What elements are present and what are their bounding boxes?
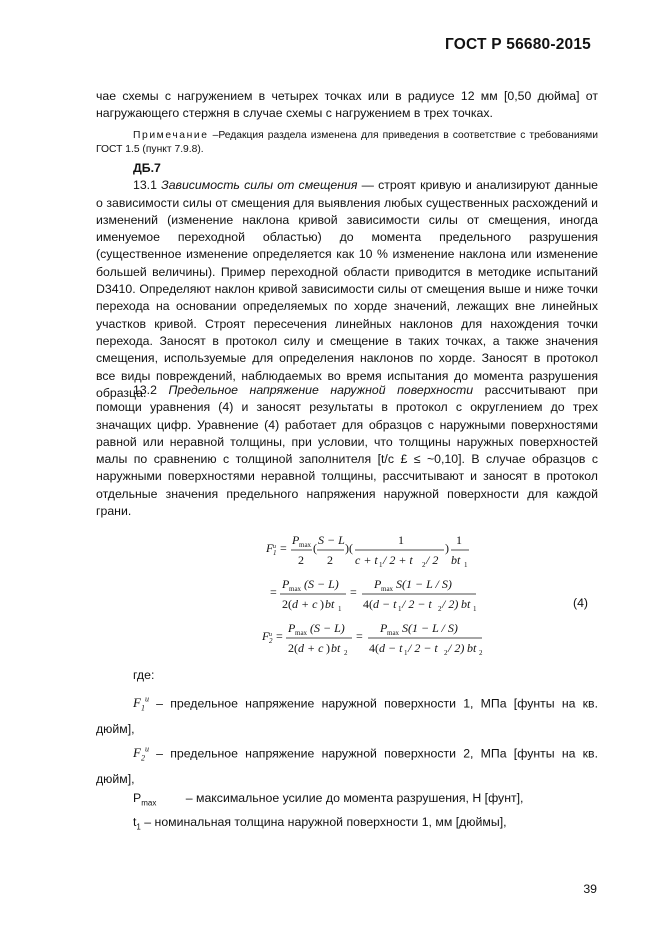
svg-text:1: 1 (456, 533, 462, 547)
svg-text:1: 1 (398, 605, 402, 613)
svg-text:max: max (387, 629, 400, 637)
svg-text:): ) (326, 641, 330, 655)
svg-text:/ 2): / 2) (448, 641, 465, 655)
svg-text:/ 2): / 2) (442, 597, 459, 611)
svg-text:(S − L): (S − L) (304, 577, 339, 591)
note-paragraph (96, 129, 598, 156)
symbol-f2: $F_2^u$ (133, 745, 149, 763)
svg-text:/ 2 − t: / 2 − t (402, 597, 432, 611)
svg-text:max: max (295, 629, 308, 637)
svg-text:P: P (292, 533, 300, 547)
note-block (96, 129, 598, 156)
svg-text:=: = (350, 585, 357, 599)
definition-text: – максимальное усилие до момента разрушения, Н [фунт], (182, 791, 524, 805)
svg-text:u: u (269, 632, 272, 638)
svg-text:): ) (445, 541, 449, 555)
section-db7 (96, 160, 598, 402)
clause-title: Зависимость силы от смещения (161, 178, 358, 193)
symbol-pmax: $P_{max}$ (133, 791, 157, 808)
svg-text:P: P (380, 621, 388, 635)
svg-text:d − t: d − t (379, 641, 403, 655)
clause-number: 13.1 (133, 178, 162, 193)
clause-13-2-block (96, 382, 598, 520)
svg-text:/ 2 − t: / 2 − t (408, 641, 438, 655)
svg-text:4(: 4( (369, 641, 379, 655)
definition-text: – номинальная толщина наружной поверхности 1, мм [дюймы], (140, 815, 507, 829)
svg-text:2: 2 (344, 649, 348, 657)
equation-number: (4) (573, 596, 589, 610)
svg-text:u: u (273, 544, 276, 550)
definition-f2 (96, 740, 598, 789)
clause-text: рассчитывают при помощи уравнения (4) и заносят результаты в протокол с округлением до трех значащих цифр. Уравнение (4) работает для образцов с наружными поверхностями равной или неравной толщины, при условии, что толщины наружных поверхностей малы по сравнению с толщиной заполнителя [t/c £ ≤ ~0,10]. В случае образцов с наружными поверхностями неравной толщины, рассчитывают и заносят в протокол отдельные значения предельного напряжения наружной поверхности для каждой грани. (96, 383, 598, 519)
svg-text:=: = (356, 629, 363, 643)
svg-text:1: 1 (404, 649, 408, 657)
svg-text:F: F (262, 629, 270, 643)
paragraph-continuation (96, 88, 598, 123)
svg-text:bt: bt (325, 597, 335, 611)
svg-text:=: = (280, 541, 287, 555)
svg-text:bt: bt (451, 553, 461, 567)
svg-text:P: P (282, 577, 290, 591)
svg-text:bt: bt (331, 641, 341, 655)
svg-text:max: max (381, 585, 394, 593)
symbol-t1: $t_1$ (133, 815, 141, 832)
svg-text:c + t: c + t (355, 553, 378, 567)
clause-number: 13.2 (133, 383, 169, 397)
definition-pmax (96, 788, 598, 813)
svg-text:1: 1 (398, 533, 404, 547)
where-label: где: (133, 668, 155, 682)
svg-text:1: 1 (464, 561, 468, 569)
svg-text:4(: 4( (363, 597, 373, 611)
svg-text:/ 2: / 2 (426, 553, 439, 567)
svg-text:max: max (289, 585, 302, 593)
svg-text:1: 1 (473, 605, 477, 613)
svg-text:2: 2 (438, 605, 442, 613)
svg-text:max: max (299, 541, 312, 549)
section-label: ДБ.7 (133, 161, 161, 175)
svg-text:S(1 − L / S): S(1 − L / S) (396, 577, 452, 591)
svg-text:/ 2 + t: / 2 + t (383, 553, 413, 567)
paragraph-text: чае схемы с нагружением в четырех точках или в радиусе 12 мм [0,50 дюйма] от нагружающего стержня в случае схемы с нагружением в трех точках. (96, 89, 598, 121)
svg-text:P: P (374, 577, 382, 591)
svg-text:d + c: d + c (298, 641, 324, 655)
svg-text:2: 2 (269, 637, 273, 645)
svg-text:1: 1 (273, 549, 277, 557)
svg-text:2: 2 (327, 553, 333, 567)
note-label: Примечание (133, 130, 209, 141)
clause-text: — строят кривую и анализируют данные о зависимости силы от смещения для выявления любых существенных расхождений и изменений (изменение наклона кривой зависимости силы от смещения, иногда именуемое переходной областью) до момента предельного разрушения (существенное изменение определяется как 10 % изменение наклона или изменение большей величины). Пример переходной области приводится в методике испытаний D3410. Определяют наклон кривой зависимости силы от смещения выше и ниже точки перехода на основании определяемых по хорде значений, лежащих вне линейных участков кривой. Строят пересечения линейных наклонов для нахождения точки перехода. Заносят в протокол силу и смещение в таких точках, а также значения смещения, используемые для определения наклонов по хорде. Заносят в протокол все виды повреждений, наблюдаемых во время испытания до момента разрушения образца. (96, 178, 598, 400)
clause-13-1 (96, 177, 598, 402)
svg-text:bt: bt (467, 641, 477, 655)
svg-text:P: P (288, 621, 296, 635)
svg-text:2: 2 (422, 561, 426, 569)
note-text: –Редакция раздела изменена для приведения в соответствие с требованиями ГОСТ 1.5 (пункт 7.9.8). (96, 130, 598, 155)
svg-text:S(1 − L / S): S(1 − L / S) (402, 621, 458, 635)
svg-text:F: F (266, 541, 274, 555)
svg-text:d − t: d − t (373, 597, 397, 611)
svg-text:S − L: S − L (318, 533, 345, 547)
equation-4 (262, 528, 492, 668)
page-number: 39 (583, 882, 597, 896)
document-code: ГОСТ Р 56680-2015 (444, 36, 591, 53)
svg-text:=: = (276, 629, 283, 643)
svg-text:2(: 2( (282, 597, 292, 611)
definition-text: – предельное напряжение наружной поверхности 2, МПа [фунты на кв. дюйм], (96, 746, 598, 786)
svg-text:1: 1 (338, 605, 342, 613)
svg-text:bt: bt (461, 597, 471, 611)
definition-f1 (96, 690, 598, 739)
svg-text:2: 2 (444, 649, 448, 657)
svg-text:)(: )( (345, 541, 353, 555)
svg-text:2(: 2( (288, 641, 298, 655)
svg-text:=: = (270, 585, 277, 599)
svg-text:1: 1 (379, 561, 383, 569)
svg-text:(: ( (313, 541, 317, 555)
symbol-f1: $F_1^u$ (133, 695, 149, 713)
svg-text:(S − L): (S − L) (310, 621, 345, 635)
equation-graphic (262, 528, 492, 668)
svg-text:d + c: d + c (292, 597, 318, 611)
clause-title: Предельное напряжение наружной поверхности (168, 383, 474, 397)
svg-text:2: 2 (298, 553, 304, 567)
svg-text:2: 2 (479, 649, 483, 657)
definition-t1 (96, 812, 598, 837)
clause-13-2 (96, 382, 598, 520)
svg-text:): ) (320, 597, 324, 611)
definition-text: – предельное напряжение наружной поверхности 1, МПа [фунты на кв. дюйм], (96, 696, 598, 736)
